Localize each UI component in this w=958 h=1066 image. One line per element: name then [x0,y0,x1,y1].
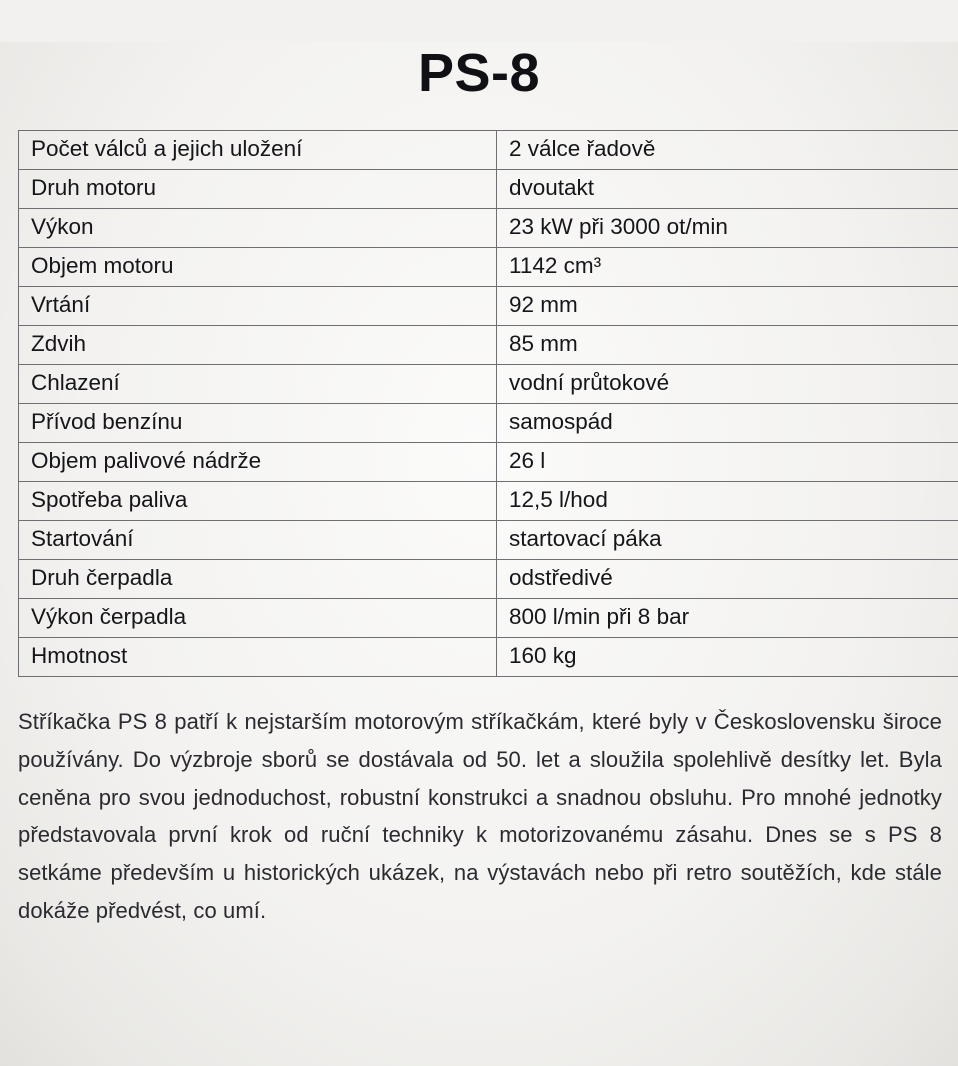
description-paragraph [18,703,942,930]
spec-label: Startování [19,521,497,560]
spec-value: 26 l [497,443,958,482]
spec-label: Vrtání [19,287,497,326]
spec-label: Objem palivové nádrže [19,443,497,482]
spec-value: 2 válce řadově [497,131,958,170]
spec-value: 92 mm [497,287,958,326]
table-row [19,131,958,170]
spec-label: Objem motoru [19,248,497,287]
specifications-table [18,130,958,677]
spec-value: startovací páka [497,521,958,560]
spec-label: Výkon čerpadla [19,599,497,638]
table-row [19,521,958,560]
table-row [19,560,958,599]
spec-value: vodní průtokové [497,365,958,404]
spec-value: samospád [497,404,958,443]
spec-value: 800 l/min při 8 bar [497,599,958,638]
table-body [19,131,958,677]
page-title: PS-8 [18,42,940,104]
spec-label: Přívod benzínu [19,404,497,443]
table-row [19,599,958,638]
spec-value: 1142 cm³ [497,248,958,287]
spec-label: Počet válců a jejich uložení [19,131,497,170]
table-row [19,365,958,404]
spec-label: Druh čerpadla [19,560,497,599]
document-content [0,42,958,930]
spec-label: Druh motoru [19,170,497,209]
spec-label: Zdvih [19,326,497,365]
table-row [19,209,958,248]
spec-label: Výkon [19,209,497,248]
spec-value: odstředivé [497,560,958,599]
table-row [19,248,958,287]
spec-label: Chlazení [19,365,497,404]
table-row [19,443,958,482]
spec-value: 160 kg [497,638,958,677]
table-row [19,287,958,326]
spec-value: 12,5 l/hod [497,482,958,521]
spec-label: Spotřeba paliva [19,482,497,521]
description-text: Stříkačka PS 8 patří k nejstarším motorovým stříkačkám, které byly v Československu široce používány. Do výzbroje sborů se dostávala od 50. let a sloužila spolehlivě desítky let. Byla ceněna pro svou jednoduchost, robustní konstrukci a snadnou obsluhu. Pro mnohé jednotky představovala první krok od ruční techniky k motorizovanému zásahu. Dnes se s PS 8 setkáme především u historických ukázek, na výstavách nebo při retro soutěžích, kde stále dokáže předvést, co umí. [18,703,942,930]
table-row [19,482,958,521]
table-row [19,404,958,443]
spec-label: Hmotnost [19,638,497,677]
table-row [19,170,958,209]
spec-value: dvoutakt [497,170,958,209]
table-row [19,638,958,677]
spec-value: 23 kW při 3000 ot/min [497,209,958,248]
table-row [19,326,958,365]
spec-value: 85 mm [497,326,958,365]
